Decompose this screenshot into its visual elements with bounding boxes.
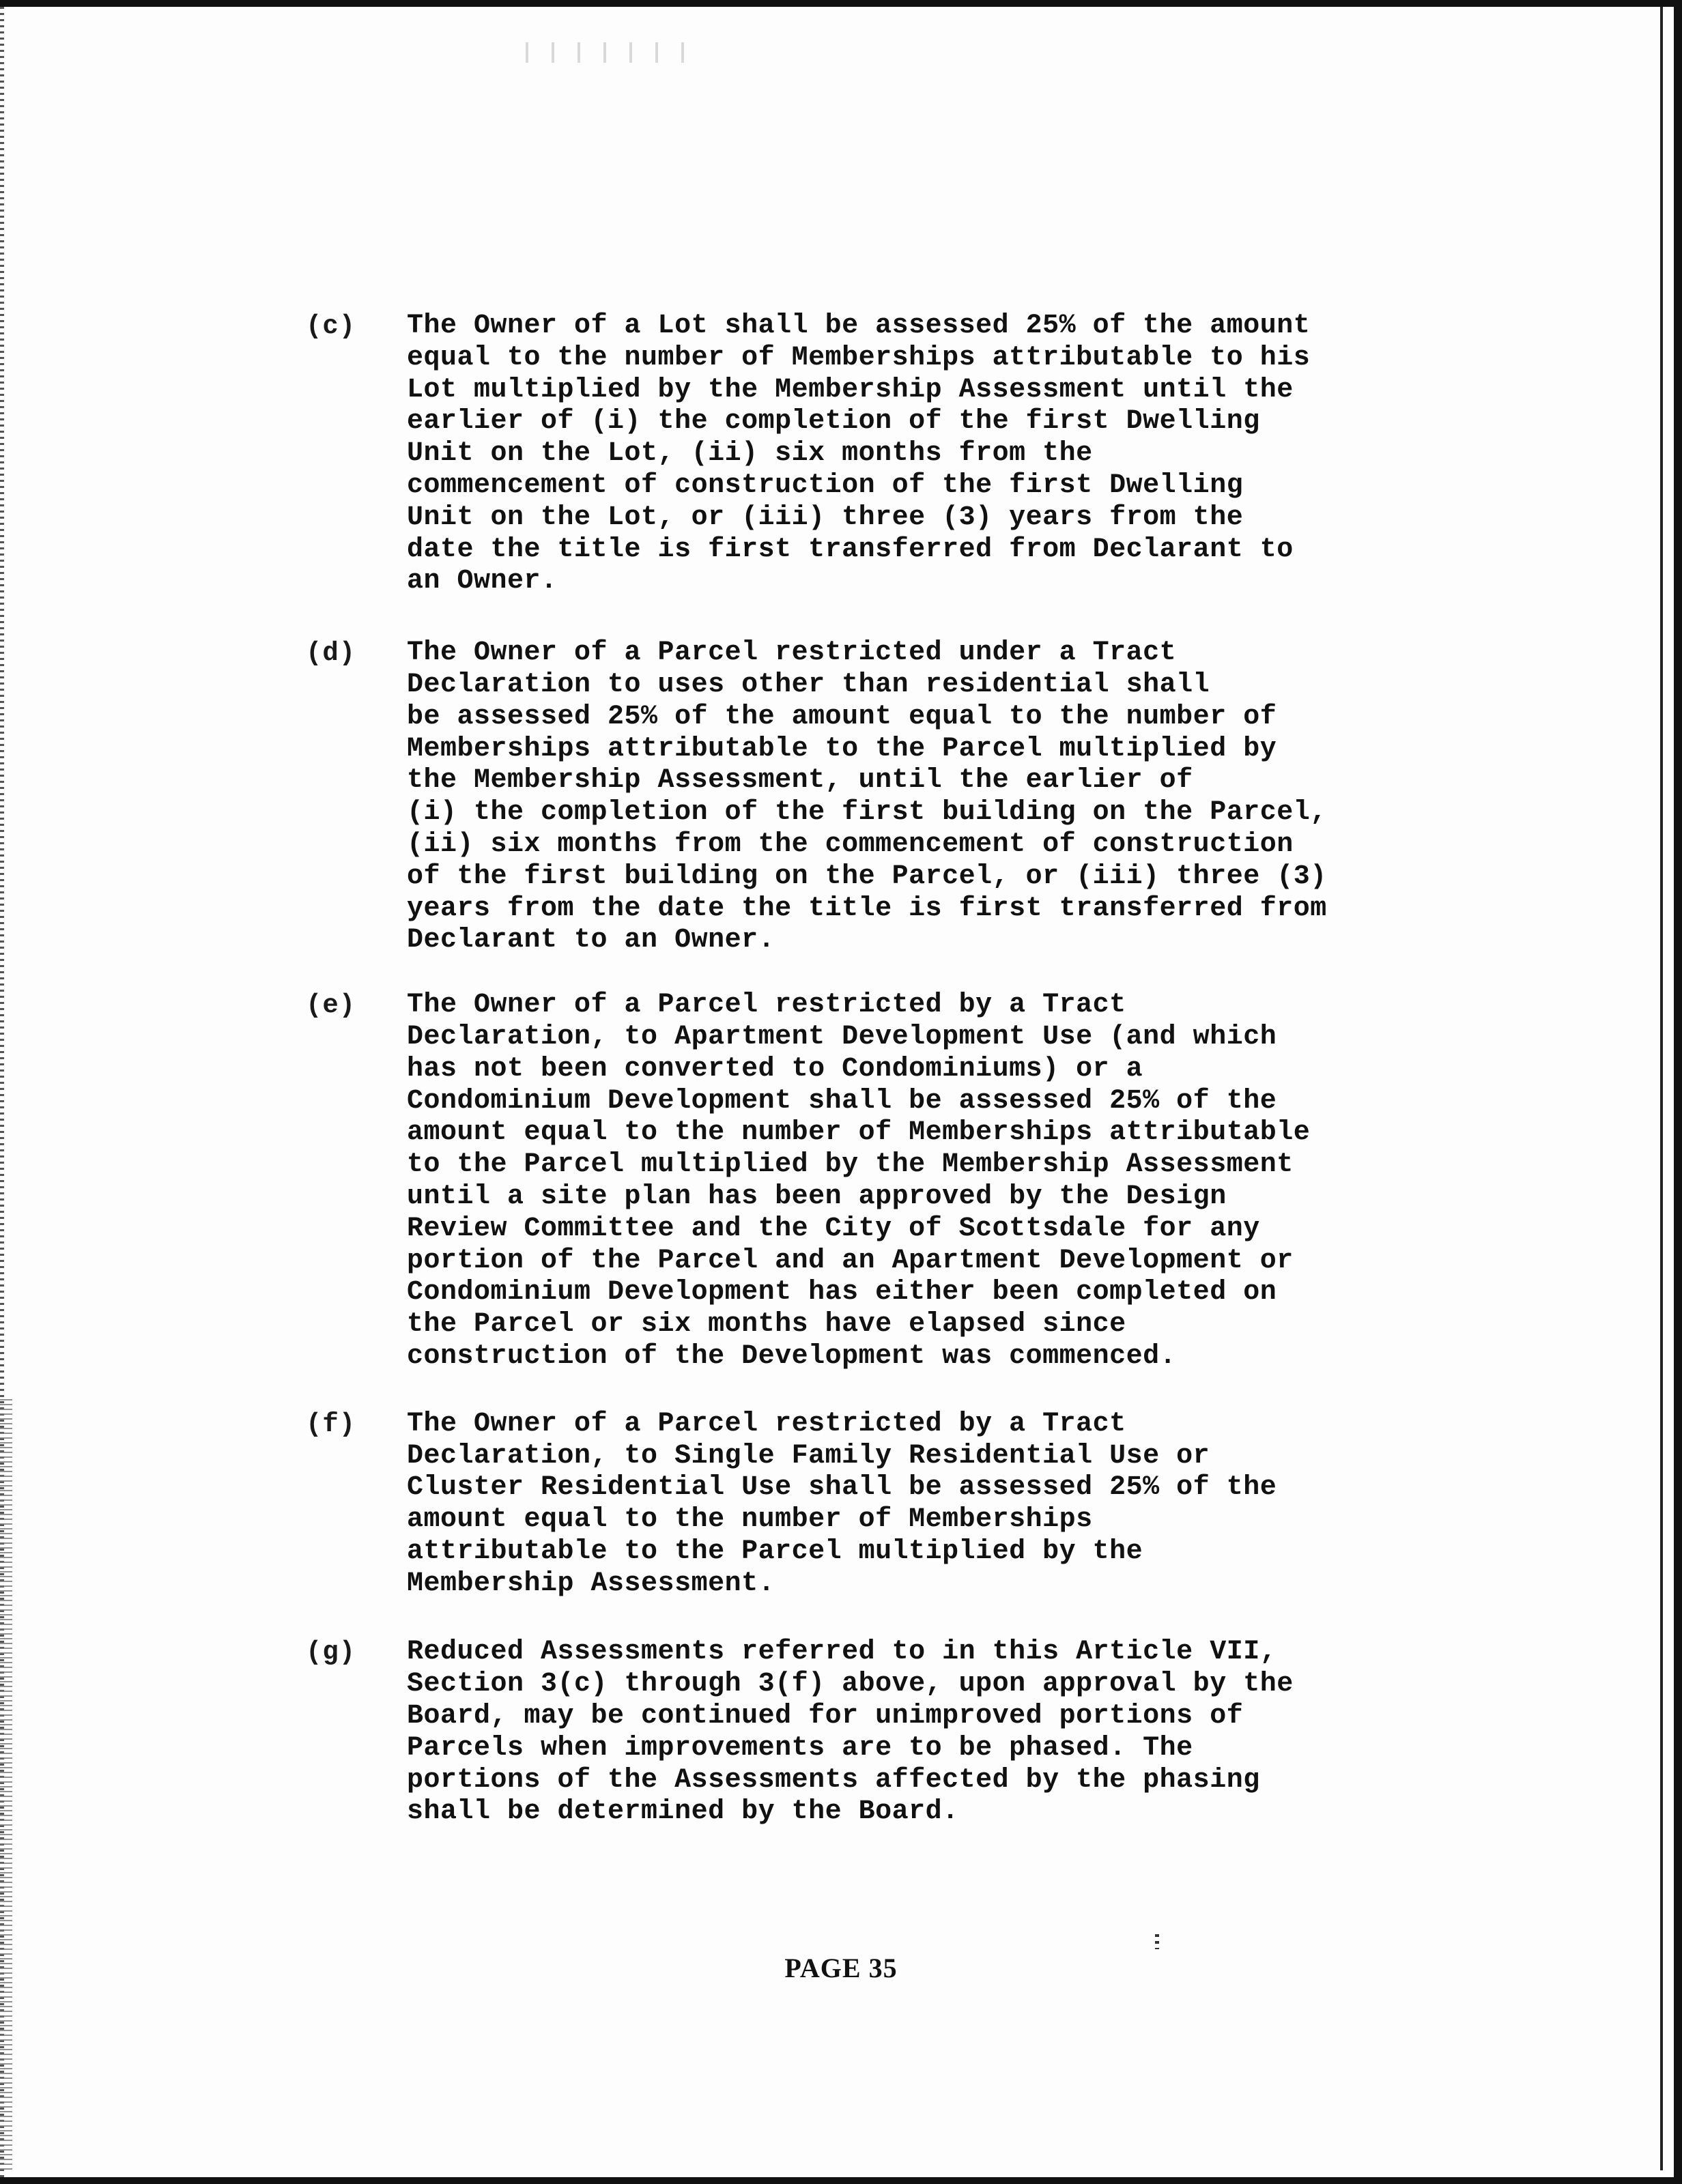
clause-label: (g) [306,1637,356,1668]
clause-text: The Owner of a Lot shall be assessed 25% of the amount equal to the number of Memberships attributable to his Lot multiplied by the Membership Assessment until the earlier of (i) the completion of the first Dwelling Unit on the Lot, (ii) six months from the commencement of construction of the first Dwelling Unit on the Lot, or (iii) three (3) years from the date the title is first transferred from Declarant to an Owner. [407,311,1311,597]
clause-text: Reduced Assessments referred to in this Article VII, Section 3(c) through 3(f) above, upon approval by the Board, may be continued for unimproved portions of Parcels when improvements are to be phased. The portions of the Assessments affected by the phasing shall be determined by the Board. [407,1637,1294,1828]
clause-label: (f) [306,1409,356,1439]
scan-edge-right-inner [1660,7,1663,2170]
clause-g [306,1637,1528,1828]
clause-label: (e) [306,990,356,1021]
clause-d [306,637,1528,957]
clause-text: The Owner of a Parcel restricted by a Tract Declaration, to Apartment Development Use (and which has not been converted to Condominiums) or a Condominium Development shall be assessed 25% of the amount equal to the number of Memberships attributable to the Parcel multiplied by the Membership Assessment until a site plan has been approved by the Design Review Committee and the City of Scottsdale for any portion of the Parcel and an Apartment Development or Condominium Development has either been completed on the Parcel or six months have elapsed since construction of the Development was commenced. [407,990,1311,1372]
clause-text: The Owner of a Parcel restricted by a Tract Declaration, to Single Family Residential Use or Cluster Residential Use shall be assessed 25% of the amount equal to the number of Memberships attributable to the Parcel multiplied by the Membership Assessment. [407,1408,1277,1599]
scan-edge-top [0,0,1682,7]
document-body [306,311,1528,1865]
scan-edge-right [1674,0,1682,2184]
scan-edge-bottom [0,2177,1682,2184]
page-number: PAGE 35 [784,1953,898,1983]
scan-smudge [526,42,689,63]
scan-edge-left-noise [0,1399,12,2170]
clause-label: (c) [306,311,356,341]
clause-text: The Owner of a Parcel restricted under a Tract Declaration to uses other than residential shall be assessed 25% of the amount equal to the number of Memberships attributable to the Parcel multiplied by the Membership Assessment, until the earlier of (i) the completion of the first building on the Parcel, (ii) six months from the commencement of construction of the first building on the Parcel, or (iii) three (3) years from the date the title is first transferred from Declarant to an Owner. [407,637,1327,956]
clause-e [306,990,1528,1373]
clause-label: (d) [306,638,356,669]
scan-dots [1155,1934,1159,1949]
clause-f [306,1409,1528,1600]
clause-c [306,311,1528,598]
